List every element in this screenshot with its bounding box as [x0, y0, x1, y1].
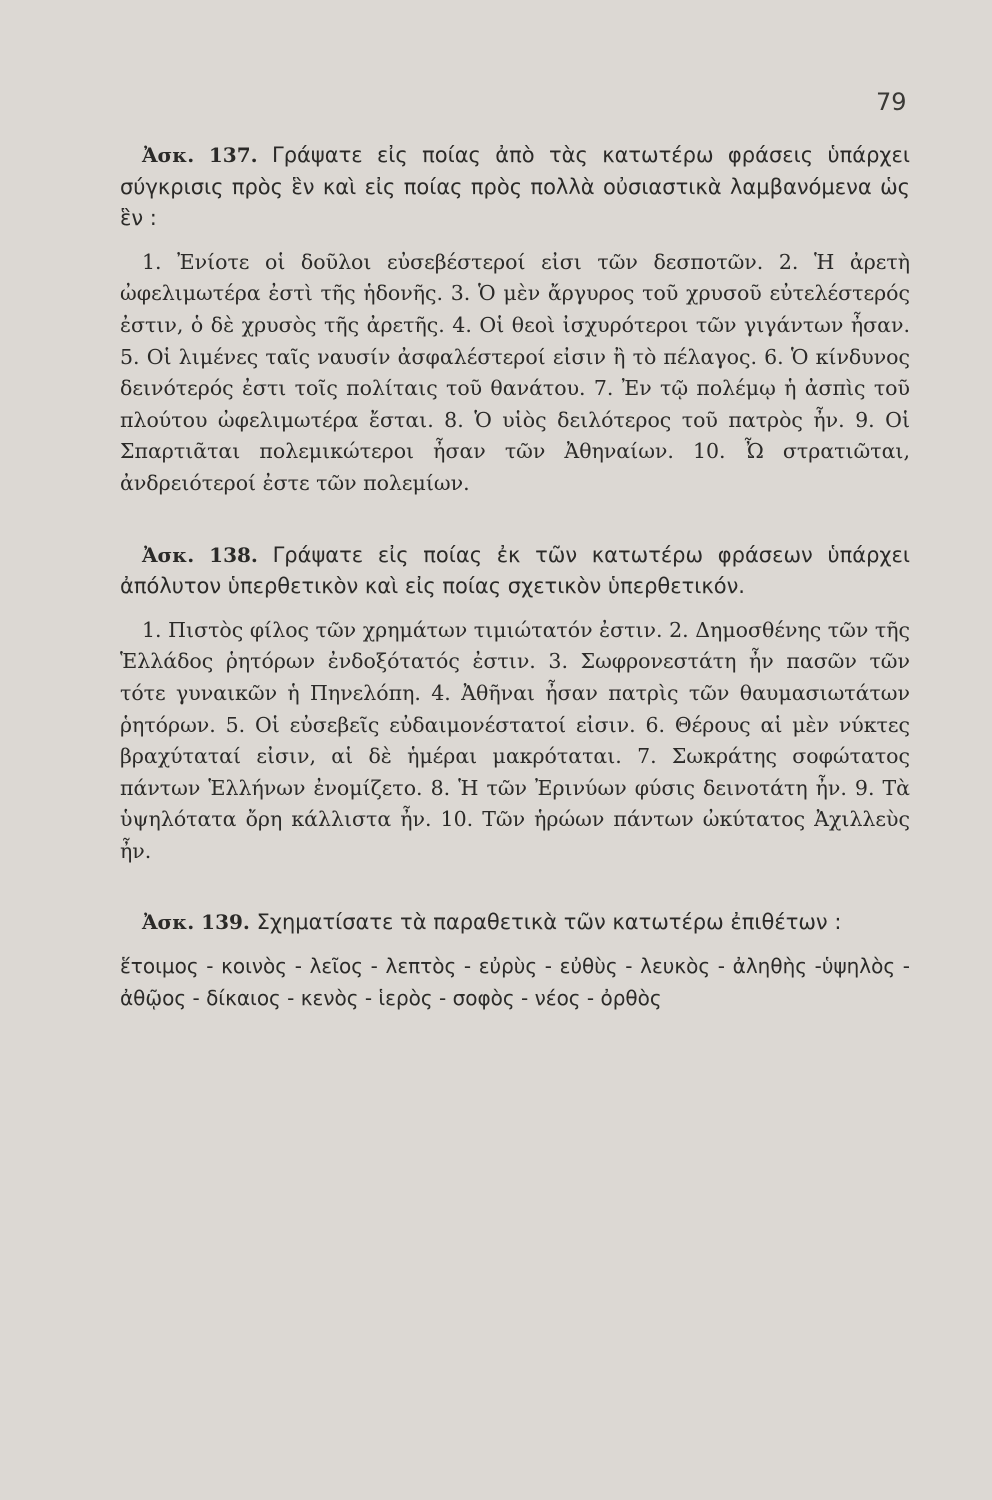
- exercise-139: [120, 907, 910, 1014]
- exercise-sentences: 1. Πιστὸς φίλος τῶν χρημάτων τιμιώτατόν ἐστιν. 2. Δημοσθένης τῶν τῆς Ἑλλάδος ῥητόρων ἐνδοξότατός ἐστιν. 3. Σωφρονεστάτη ἦν πασῶν τῶν τότε γυναικῶν ἡ Πηνελόπη. 4. Ἀθῆναι ἦσαν πατρὶς τῶν θαυμασιωτάτων ῥητόρων. 5. Οἱ εὐσεβεῖς εὐδαιμονέστατοί εἰσιν. 6. Θέρους αἱ μὲν νύκτες βραχύταταί εἰσιν, αἱ δὲ ἡμέραι μακρόταται. 7. Σωκράτης σοφώτατος πάντων Ἑλλήνων ἐνομίζετο. 8. Ἡ τῶν Ἐρινύων φύσις δεινοτάτη ἦν. 9. Τὰ ὑψηλότατα ὄρη κάλλιστα ἦν. 10. Τῶν ἡρώων πάντων ὠκύτατος Ἀχιλλεὺς ἦν.: [120, 617, 910, 863]
- exercise-label: Ἀσκ. 138.: [142, 542, 258, 567]
- exercise-sentences: 1. Ἐνίοτε οἱ δοῦλοι εὐσεβέστεροί εἰσι τῶν δεσποτῶν. 2. Ἡ ἀρετὴ ὠφελιμωτέρα ἐστὶ τῆς ἡδονῆς. 3. Ὁ μὲν ἄργυρος τοῦ χρυσοῦ εὐτελέστερός ἐστιν, ὁ δὲ χρυσὸς τῆς ἀρετῆς. 4. Οἱ θεοὶ ἰσχυρότεροι τῶν γιγάντων ἦσαν. 5. Οἱ λιμένες ταῖς ναυσίν ἀσφαλέστεροί εἰσιν ἢ τὸ πέλαγος. 6. Ὁ κίνδυνος δεινότερός ἐστι τοῖς πολίταις τοῦ θανάτου. 7. Ἐν τῷ πολέμῳ ἡ ἀσπὶς τοῦ πλούτου ὠφελιμωτέρα ἔσται. 8. Ὁ υἱὸς δειλότερος τοῦ πατρὸς ἦν. 9. Οἱ Σπαρτιᾶται πολεμικώτεροι ἦσαν τῶν Ἀθηναίων. 10. Ὦ στρατιῶται, ἀνδρειότεροί ἐστε τῶν πολεμίων.: [120, 249, 910, 495]
- page-content: [120, 140, 910, 1014]
- exercise-instruction: Γράψατε εἰς ποίας ἀπὸ τὰς κατωτέρω φράσεις ὑπάρχει σύγκρισις πρὸς ἓν καὶ εἰς ποίας πρὸς πολλὰ οὐσιαστικὰ λαμβανόμενα ὡς ἓν :: [120, 143, 910, 231]
- exercise-instruction: Γράψατε εἰς ποίας ἐκ τῶν κατωτέρω φράσεων ὑπάρχει ἀπόλυτον ὑπερθετικὸν καὶ εἰς ποίας σχετικὸν ὑπερθετικόν.: [120, 542, 911, 599]
- exercise-instruction: Σχηματίσατε τὰ παραθετικὰ τῶν κατωτέρω ἐπιθέτων :: [256, 910, 842, 935]
- exercise-138: [120, 540, 910, 868]
- exercise-heading: [120, 907, 910, 939]
- exercise-label: Ἀσκ. 137.: [142, 143, 258, 167]
- exercise-137: [120, 140, 910, 500]
- exercise-heading: [120, 140, 910, 235]
- exercise-word-list: ἕτοιμος - κοινὸς - λεῖος - λεπτὸς - εὐρὺς - εὐθὺς - λευκὸς - ἀληθὴς -ὑψηλὸς - ἀθῷος - δίκαιος - κενὸς - ἱερὸς - σοφὸς - νέος - ὀρθὸς: [120, 954, 910, 1010]
- page-number: 79: [876, 88, 907, 116]
- exercise-label: Ἀσκ. 139.: [142, 910, 250, 935]
- exercise-heading: [120, 540, 910, 603]
